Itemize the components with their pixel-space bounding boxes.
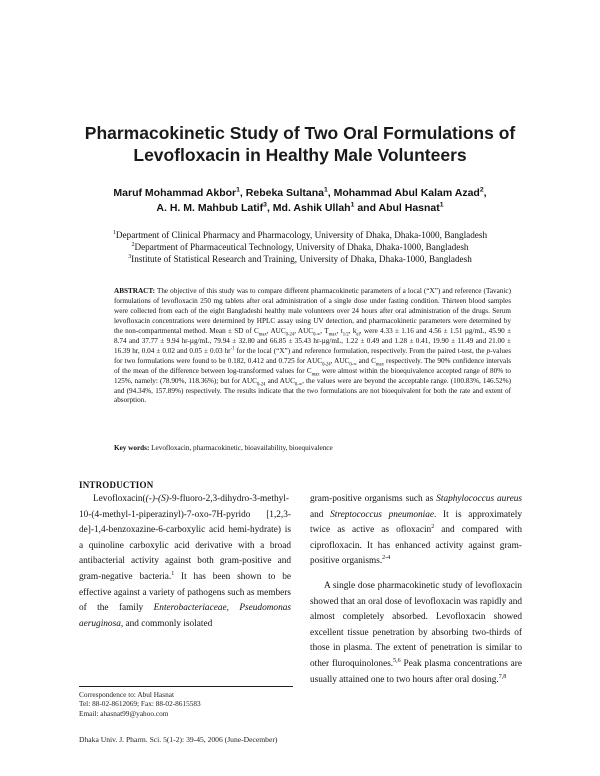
author-name: Rebeka Sultana (245, 187, 324, 199)
subscript: max (311, 372, 320, 378)
affiliation-text: Department of Pharmaceutical Technology, University of Dhaka, Dhaka-1000, Bangladesh (134, 242, 469, 252)
correspondence-phone: Tel: 88-02-8612069; Fax: 88-02-8615583 (79, 699, 201, 709)
italic-text: Pseudomonas aeruginosa (79, 603, 291, 629)
abstract-text: , k (348, 326, 357, 335)
correspondence-email: Email: ahasnat99@yahoo.com (79, 708, 169, 718)
author-affiliation-marker: 1 (439, 201, 444, 209)
body-text: . It is approximately twice as active as ofloxacin (310, 509, 522, 536)
title-line-2: Levofloxacin in Healthy Male Volunteers (133, 145, 467, 165)
keywords-text: Levofloxacin, pharmacokinetic, bioavailability, bioequivalence (149, 444, 333, 452)
abstract-text: , AUC (266, 326, 286, 335)
subscript: max (258, 332, 267, 338)
body-text: Levofloxacin( (93, 494, 146, 504)
body-text: and (310, 509, 331, 520)
affiliation-1 (60, 229, 540, 241)
subscript: el (356, 332, 360, 338)
affiliation-list (60, 229, 540, 265)
citation-ref: 2 (431, 524, 435, 531)
title-line-1: Pharmacokinetic Study of Two Oral Formulations of (84, 123, 516, 143)
abstract-text: , t (336, 326, 343, 335)
subscript: max (375, 362, 384, 368)
body-text: Peak plasma concentrations are usually attained one to two hours after oral dosing. (310, 658, 522, 685)
abstract (114, 287, 511, 406)
keywords-label: Key words: (114, 444, 150, 452)
intro-paragraph (310, 579, 522, 688)
italic-text: Enterobacteriaceae (153, 603, 227, 614)
author-name: A. H. M. Mahbub Latif (156, 202, 264, 214)
correspondence-footnote (79, 690, 201, 718)
intro-paragraph (79, 492, 291, 632)
keywords (114, 443, 511, 453)
body-text: and compared with ciprofloxacin. It has enhanced activity against gram-positive organisms. (310, 525, 522, 567)
abstract-text: -values for two formulations were found to be 0.182, 0.412 and 0.725 for AUC (114, 346, 511, 365)
italic-text: Streptococcus pneumoniae (330, 509, 435, 520)
body-text: gram-positive organisms such as (310, 494, 437, 504)
citation-ref: 2-4 (382, 555, 391, 562)
subscript: 0-∞ (294, 382, 303, 388)
author-affiliation-marker: 3 (263, 201, 267, 209)
subscript: 0-24 (322, 362, 331, 368)
citation-ref: 7,8 (498, 673, 507, 680)
intro-left-column (79, 492, 291, 632)
author-name: Mohammad Abul Kalam Azad (333, 187, 480, 199)
subscript: 0-24 (285, 332, 295, 338)
affiliation-3 (60, 253, 540, 265)
author-list: Maruf Mohammad Akbor$^1$, Rebeka Sultana$^1$, Mohammad Abul Kalam Azad$^2$, A. H. M. Mahbub Latif$^3$, Md. Ashik Ullah$^1$ and Abul Hasnat$^1$ (113, 186, 487, 214)
and-word: and (357, 202, 376, 214)
affiliation-2 (60, 241, 540, 253)
body-text: -9-fluoro-2,3-dihydro-3-methyl-10-(4-methyl-1-piperazinyl)-7-oxo-7H-pyrido [1,2,3-de]-1,4-benzoxazine-6-carboxylic acid hemi-hydrate) is a quinoline carboxylic acid derivative with a broad antibacterial activity against both gram-positive and gram-negative bacteria. (79, 494, 291, 582)
subscript: 0-24 (256, 382, 266, 388)
abstract-text: , T (320, 326, 329, 335)
body-text: , (226, 603, 240, 614)
author-affiliation-marker: 1 (350, 201, 355, 209)
italic-text: (-)-(S) (145, 494, 169, 504)
abstract-text: , AUC (294, 326, 314, 335)
body-text: , and commonly isolated (120, 618, 213, 629)
body-text: It has been shown to be effective against a variety of pathogens such as members of the family (79, 571, 291, 614)
affiliation-number: 2 (131, 241, 135, 248)
intro-right-column (310, 492, 522, 688)
author-name: Maruf Mohammad Akbor (113, 187, 237, 199)
intro-paragraph (310, 492, 522, 570)
author-affiliation-marker: 2 (479, 186, 484, 194)
journal-citation: Dhaka Univ. J. Pharm. Sci. 5(1-2): 39-45, 2006 (June-December) (79, 735, 278, 744)
abstract-text: and C (356, 356, 376, 365)
body-text: A single dose pharmacokinetic study of levofloxacin showed that an oral dose of levofloxacin was rapidly and almost completely absorbed. Levofloxacin showed excellent tissue penetration by absorbing two-thirds of those in plasma. The extent of penetration is similar to other fluroquinolones. (310, 580, 522, 669)
abstract-label: ABSTRACT: (114, 287, 156, 295)
italic-text: Staphylococcus aureus (436, 494, 522, 504)
citation-ref: 5,6 (393, 657, 401, 664)
abstract-text: , were 4.33 ± 1.16 and 4.56 ± 1.51 µg/mL, 45.90 ± 8.74 and 37.77 ± 9.94 hr-µg/mL, 79.94 ± 32.80 and 66.85 ± 35.43 hr-µg/mL, 1.22 ± 0.49 and 1.28 ± 0.41, 19.90 ± 11.49 and 21.00 ± 16.39 hr, 0.04 ± 0.02 and 0.05 ± 0.03 hr (114, 326, 512, 355)
superscript: -1 (230, 346, 235, 352)
abstract-text: respectively. The 90% confidence intervals of the mean of the difference between log-transformed values for C (114, 356, 512, 375)
footnote-divider (79, 686, 293, 687)
abstract-text: and AUC (265, 376, 295, 385)
citation-ref: 1 (171, 570, 175, 577)
affiliation-number: 1 (112, 229, 116, 236)
author-name: Abul Hasnat (378, 202, 440, 214)
paper-title (60, 122, 540, 166)
affiliation-number: 3 (128, 253, 132, 260)
author-affiliation-marker: 1 (236, 186, 240, 194)
author-affiliation-marker: 1 (323, 186, 328, 194)
correspondence-name: Correspondence to: Abul Hasnat (79, 690, 175, 699)
section-heading-introduction: INTRODUCTION (79, 480, 154, 490)
author-name: Md. Ashik Ullah (272, 202, 351, 214)
subscript: 0-∞ (349, 362, 357, 368)
subscript: 1/2 (342, 332, 349, 338)
abstract-text: for the local (“X”) and reference formulation, respectively. From the paired t-test, the (234, 346, 487, 355)
affiliation-text: Department of Clinical Pharmacy and Pharmacology, University of Dhaka, Dhaka-1000, Bangladesh (115, 230, 488, 240)
abstract-text: , AUC (330, 356, 350, 365)
subscript: max (328, 332, 337, 338)
abstract-text: , the values were are beyond the acceptable range. (100.83%, 146.52%) and (94.34%, 157.89%) respectively. The results indicate that the two formulations are not bioequivalent for both the rate and extent of absorption. (114, 376, 511, 405)
subscript: 0-∞ (313, 332, 321, 338)
affiliation-text: Institute of Statistical Research and Training, University of Dhaka, Dhaka-1000, Bangladesh (131, 254, 472, 264)
italic-p: p (486, 346, 491, 355)
abstract-text: were almost within the bioequivalence accepted range of 80% to 125%, namely: (78.90%, 118.36%); but for AUC (114, 366, 511, 385)
abstract-text: The objective of this study was to compare different pharmacokinetic parameters of a local (“X”) and reference (Tavanic) formulations of levofloxacin 250 mg tablets after oral administration of a single dose under fasting condition. Thirteen blood samples were collected from each of the eight Bangladeshi healthy male volunteers over 24 hours after oral administration of the drugs. Serum levofloxacin concentrations were determined by HPLC assay using UV detection, and pharmacokinetic parameters were determined by the non-compartmental method. Mean ± SD of C (114, 287, 511, 335)
